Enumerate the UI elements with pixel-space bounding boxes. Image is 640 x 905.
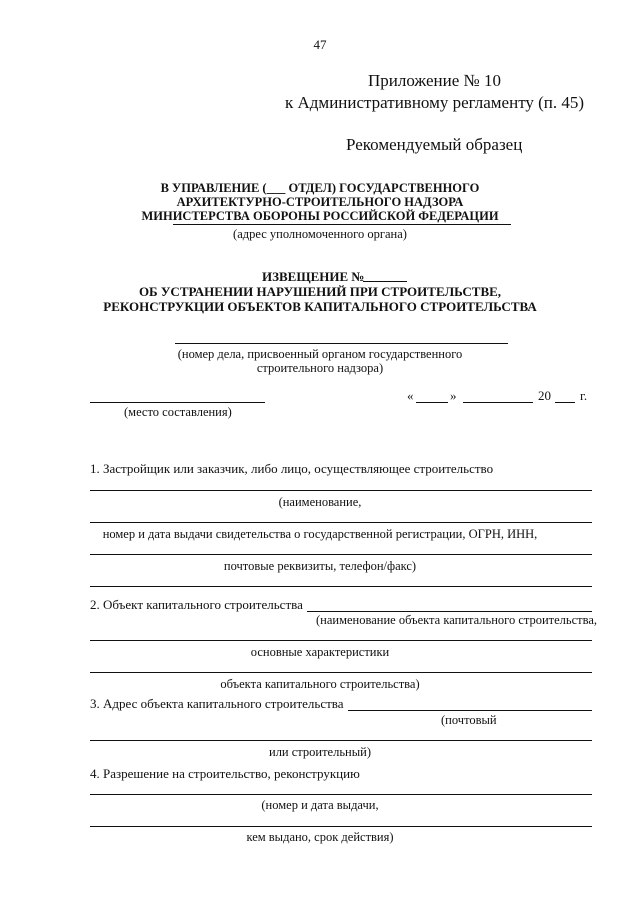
item-1-line-3[interactable] [90, 554, 592, 555]
notice-title: ИЗВЕЩЕНИЕ № [262, 269, 365, 284]
item-1-label: 1. Застройщик или заказчик, либо лицо, осуществляющее строительство [90, 461, 494, 476]
appendix-number: Приложение № 10 [368, 71, 501, 90]
addressee-line-3: МИНИСТЕРСТВА ОБОРОНЫ РОССИЙСКОЙ ФЕДЕРАЦИИ [141, 209, 499, 223]
notice-title-line-2: ОБ УСТРАНЕНИИ НАРУШЕНИЙ ПРИ СТРОИТЕЛЬСТВЕ, [138, 284, 502, 299]
item-4-line-2[interactable] [90, 826, 592, 827]
case-number-field[interactable] [175, 343, 508, 344]
item-1-line-1[interactable] [90, 490, 592, 491]
addressee-underline [173, 224, 511, 225]
appendix-regulation-ref: к Административному регламенту (п. 45) [285, 93, 585, 112]
place-caption: (место составления) [124, 405, 232, 419]
item-3-caption-2: или строительный) [269, 745, 371, 759]
item-2-line-3[interactable] [90, 672, 592, 673]
date-year-field[interactable] [555, 402, 575, 403]
date-close-quote: » [450, 388, 457, 403]
item-4-label: 4. Разрешение на строительство, реконструкцию [90, 766, 360, 781]
item-4-caption-1: (номер и дата выдачи, [261, 798, 379, 812]
date-month-field[interactable] [463, 402, 533, 403]
date-year-suffix: г. [580, 388, 588, 403]
place-field[interactable] [90, 402, 265, 403]
date-year-prefix: 20 [538, 388, 551, 403]
item-1-line-2[interactable] [90, 522, 592, 523]
item-2-line-2[interactable] [90, 640, 592, 641]
case-number-caption-2: строительного надзора) [256, 361, 384, 375]
date-open-quote: « [407, 388, 414, 403]
page-number: 47 [313, 37, 327, 52]
item-4-line-1[interactable] [90, 794, 592, 795]
item-3-label: 3. Адрес объекта капитального строительства [90, 696, 344, 711]
addressee-line-2: АРХИТЕКТУРНО-СТРОИТЕЛЬНОГО НАДЗОРА [176, 195, 464, 209]
item-4-caption-2: кем выдано, срок действия) [246, 830, 394, 844]
item-2-caption-1: (наименование объекта капитального строительства, [316, 613, 598, 627]
item-2-caption-3: объекта капитального строительства) [220, 677, 420, 691]
item-2-line-1[interactable] [307, 611, 592, 612]
recommended-sample-label: Рекомендуемый образец [346, 135, 523, 154]
item-1-line-4[interactable] [90, 586, 592, 587]
item-3-line-1[interactable] [348, 710, 592, 711]
case-number-caption-1: (номер дела, присвоенный органом государственного [177, 347, 463, 361]
item-1-caption-1: (наименование, [278, 495, 362, 509]
item-1-caption-2: номер и дата выдачи свидетельства о государственной регистрации, ОГРН, ИНН, [102, 527, 538, 541]
notice-title-line-3: РЕКОНСТРУКЦИИ ОБЪЕКТОВ КАПИТАЛЬНОГО СТРОИТЕЛЬСТВА [103, 299, 537, 314]
addressee-line-1: В УПРАВЛЕНИЕ (___ ОТДЕЛ) ГОСУДАРСТВЕННОГО [160, 181, 480, 195]
date-day-field[interactable] [416, 402, 448, 403]
addressee-caption: (адрес уполномоченного органа) [233, 227, 407, 241]
item-1-caption-3: почтовые реквизиты, телефон/факс) [223, 559, 417, 573]
item-3-line-2[interactable] [90, 740, 592, 741]
item-2-label: 2. Объект капитального строительства [90, 597, 303, 612]
notice-number-field[interactable] [363, 281, 407, 282]
item-3-caption-1: (почтовый [441, 713, 497, 727]
item-2-caption-2: основные характеристики [250, 645, 390, 659]
